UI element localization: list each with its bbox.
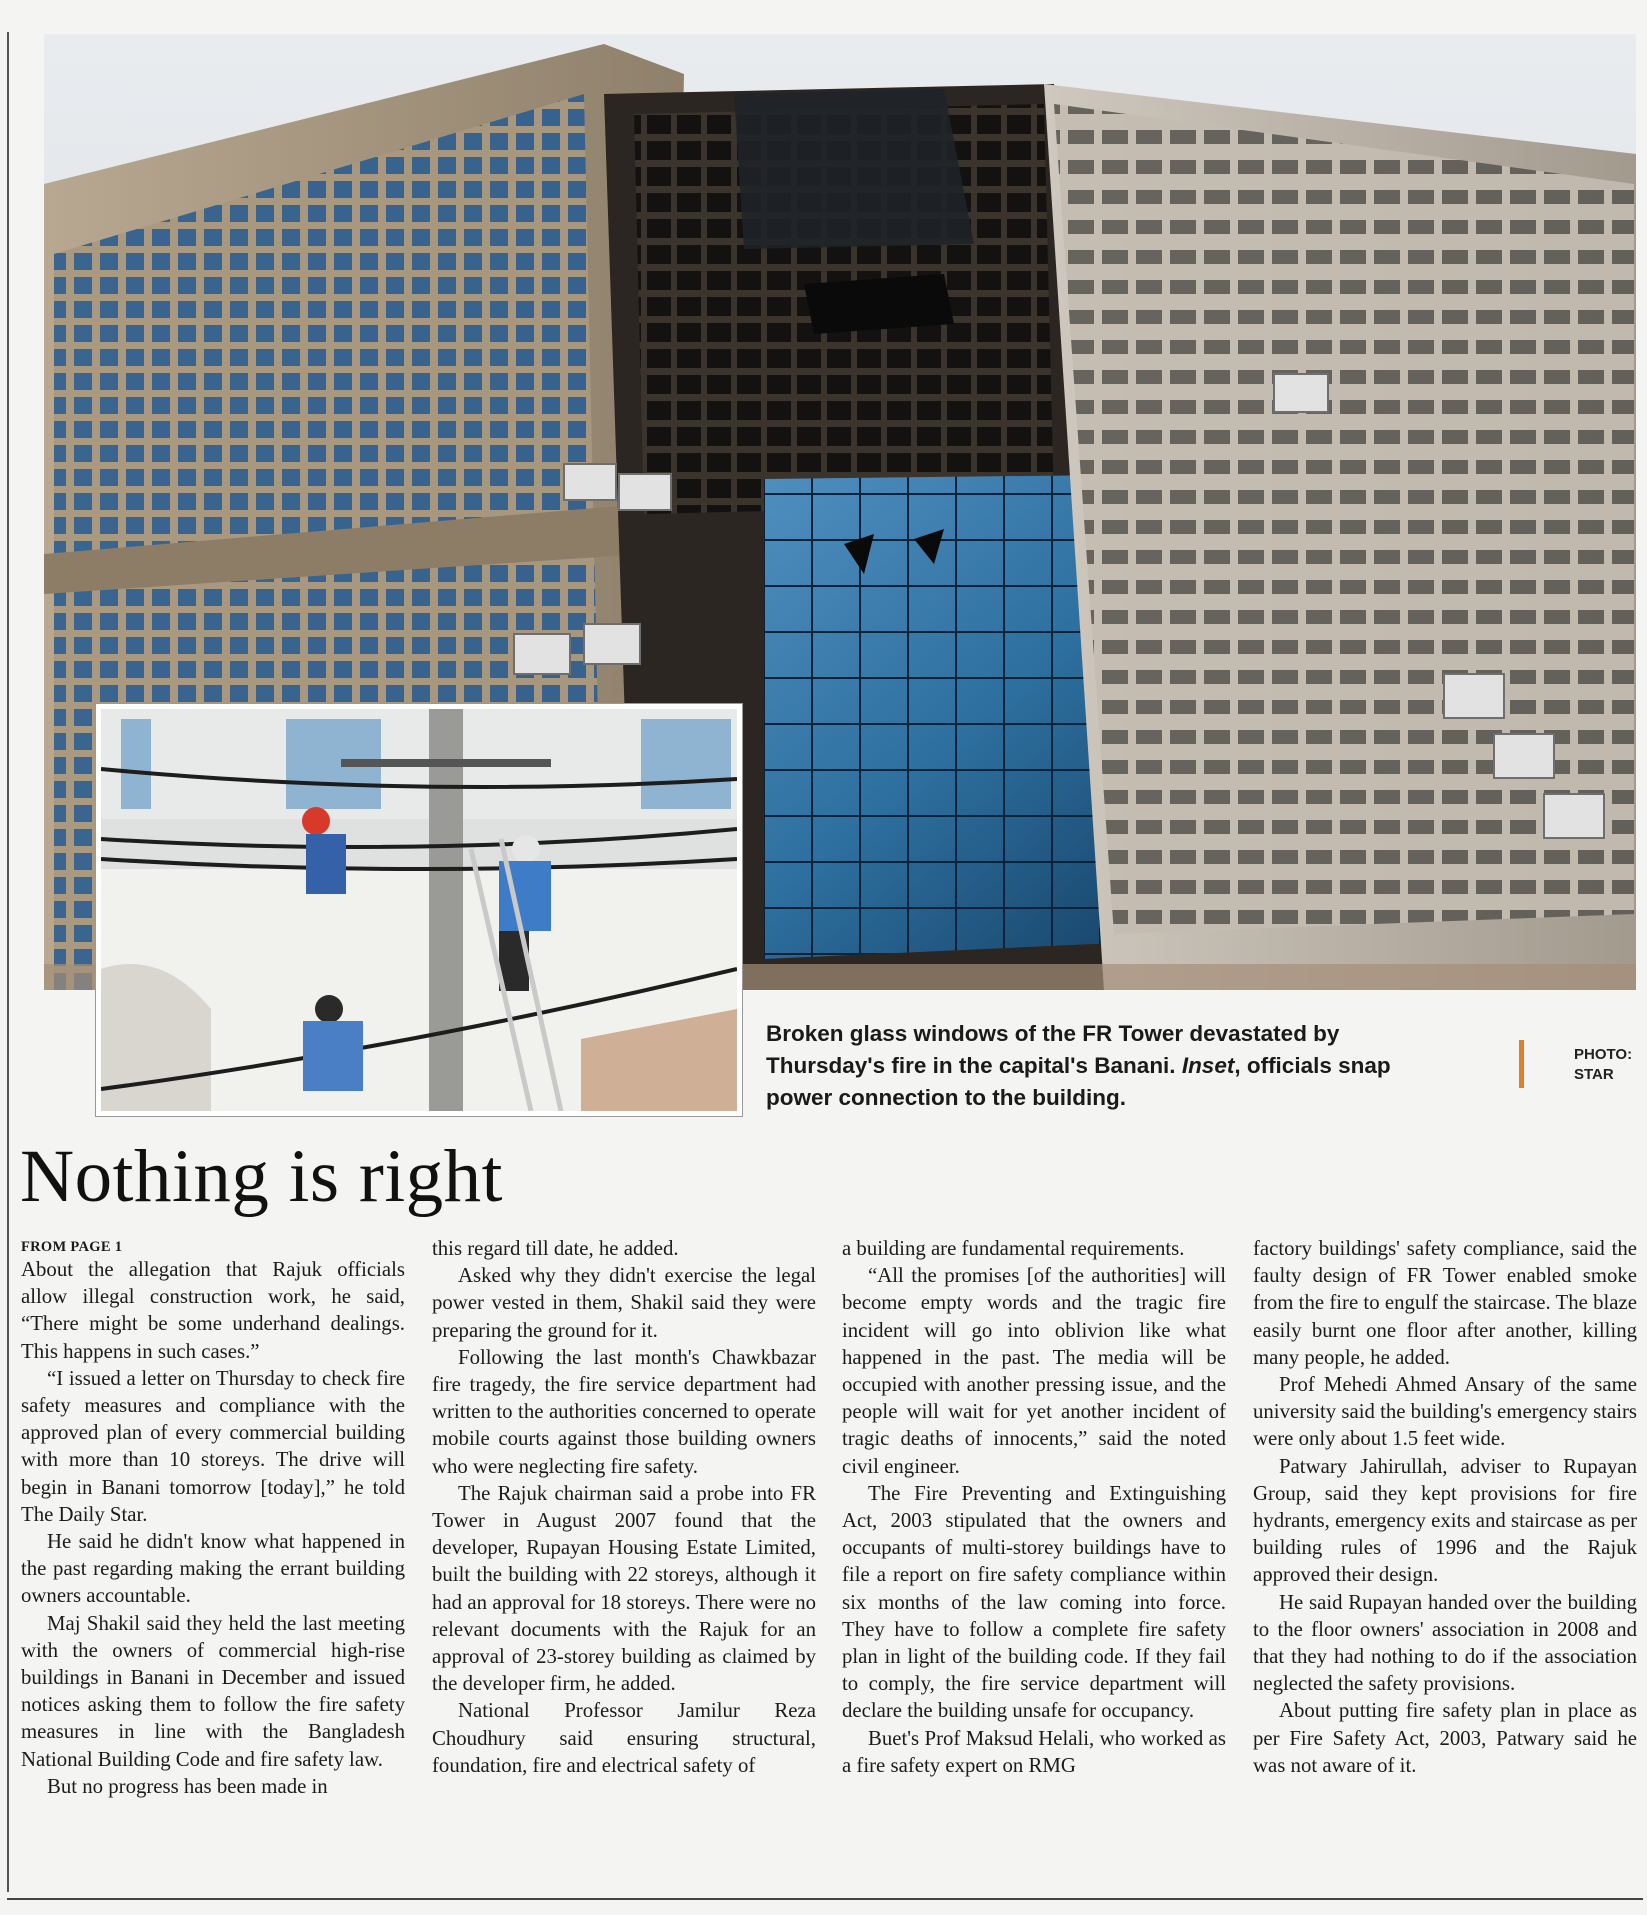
paragraph: factory buildings' safety compliance, said the faulty design of FR Tower enabled smoke from the fire to engulf the staircase. The blaze easily burnt one floor after another, killing many people, he added.	[1253, 1237, 1637, 1369]
photo-credit-source: STAR	[1574, 1066, 1614, 1083]
paragraph: Buet's Prof Maksud Helali, who worked as a fire safety expert on RMG	[842, 1726, 1226, 1777]
caption-text-part1: Broken glass windows of the FR Tower devastated by Thursday's fire in the capital's Banani.	[766, 1021, 1340, 1078]
photo-credit-marker	[1519, 1040, 1524, 1088]
dateline: FROM PAGE 1	[21, 1239, 123, 1255]
paragraph: Prof Mehedi Ahmed Ansary of the same university said the building's emergency stairs were only about 1.5 feet wide.	[1253, 1373, 1637, 1451]
paragraph: this regard till date, he added.	[432, 1237, 679, 1260]
article-column-2	[432, 1235, 816, 1779]
paragraph: “I issued a letter on Thursday to check fire safety measures and compliance with the approved plan of every commercial building with more than 10 storeys. The drive will begin in Banani tomorrow [today],” he told The Daily Star.	[21, 1366, 405, 1526]
paragraph: National Professor Jamilur Reza Choudhury said ensuring structural, foundation, fire and electrical safety of	[432, 1699, 816, 1777]
bottom-rule	[7, 1898, 1643, 1900]
paragraph: “All the promises [of the authorities] will become empty words and the tragic fire incident will go into oblivion like what happened in the past. The media will be occupied with another pressing issue, and the people will wait for yet another incident of tragic deaths of innocents,” said the noted civil engineer.	[842, 1264, 1226, 1478]
article-column-1	[21, 1235, 405, 1800]
caption-inset-word: Inset	[1181, 1053, 1235, 1078]
paragraph: But no progress has been made in	[47, 1774, 328, 1798]
paragraph: Following the last month's Chawkbazar fire tragedy, the fire service department had written to the authorities concerned to operate mobile courts against those building owners who were neglecting fire safety.	[432, 1345, 816, 1478]
paragraph: Asked why they didn't exercise the legal power vested in them, Shakil said they were preparing the ground for it.	[432, 1264, 816, 1342]
headline: Nothing is right	[20, 1135, 504, 1218]
left-column-rule	[7, 32, 9, 1892]
photo-caption	[766, 1018, 1406, 1114]
paragraph: Patwary Jahirullah, adviser to Rupayan Group, said they kept provisions for fire hydrants, emergency exits and staircase as per building rules of 1996 and the Rajuk approved their design.	[1253, 1454, 1637, 1587]
paragraph: a building are fundamental requirements.	[842, 1237, 1185, 1260]
article-column-3	[842, 1235, 1226, 1779]
paragraph: About the allegation that Rajuk officials allow illegal construction work, he said, “There might be some underhand dealings. This happens in such cases.”	[21, 1258, 405, 1363]
paragraph: He said Rupayan handed over the building to the floor owners' association in 2008 and that they had nothing to do if the association neglected the safety provisions.	[1253, 1590, 1637, 1696]
article-column-4	[1253, 1235, 1637, 1779]
paragraph: The Rajuk chairman said a probe into FR Tower in August 2007 found that the developer, Rupayan Housing Estate Limited, built the building with 22 storeys, although it had an approval for 18 storeys. There were no relevant documents with the Rajuk for an approval of 23-storey building as claimed by the developer firm, he added.	[432, 1481, 816, 1696]
paragraph: He said he didn't know what happened in the past regarding making the errant building owners accountable.	[21, 1530, 405, 1608]
photo-credit	[1574, 1045, 1644, 1085]
photo-credit-label: PHOTO:	[1574, 1046, 1633, 1063]
paragraph: About putting fire safety plan in place as per Fire Safety Act, 2003, Patwary said he was not aware of it.	[1253, 1699, 1637, 1777]
caption-text-part2: , officials snap power connection to the building.	[766, 1053, 1391, 1110]
paragraph: The Fire Preventing and Extinguishing Act, 2003 stipulated that the owners and occupants of multi-storey buildings have to file a report on fire safety compliance within six months of the law coming into force. They have to follow a complete fire safety plan in light of the building code. If they fail to comply, the fire service department will declare the building unsafe for occupancy.	[842, 1481, 1226, 1723]
inset-photo	[96, 704, 742, 1116]
paragraph: Maj Shakil said they held the last meeting with the owners of commercial high-rise buildings in Banani in December and issued notices asking them to follow the fire safety measures in line with the Bangladesh National Building Code and fire safety law.	[21, 1611, 405, 1771]
